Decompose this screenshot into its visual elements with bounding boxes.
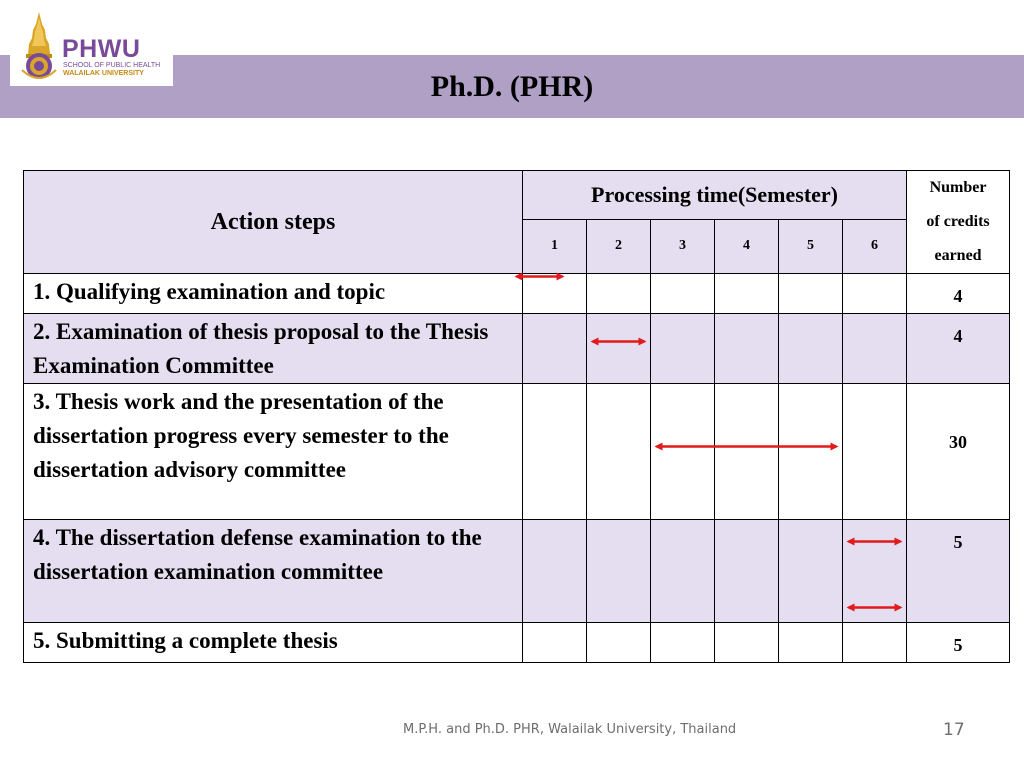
table-row xyxy=(24,314,1010,384)
table-row xyxy=(24,274,1010,314)
semester-cell xyxy=(651,384,715,520)
semester-header-5: 5 xyxy=(779,219,843,273)
semester-cell xyxy=(843,274,907,314)
semester-cell xyxy=(843,520,907,623)
semester-cell xyxy=(779,384,843,520)
semester-cell xyxy=(779,520,843,623)
semester-cell xyxy=(587,314,651,384)
semester-header-3: 3 xyxy=(651,219,715,273)
semester-cell xyxy=(523,520,587,623)
phwu-logo xyxy=(10,8,173,86)
header-credits xyxy=(907,171,1010,274)
university-emblem-icon xyxy=(16,10,62,84)
credit-value: 4 xyxy=(907,274,1010,314)
logo-wordmark: PHWU xyxy=(62,35,141,63)
credit-value: 5 xyxy=(907,623,1010,663)
semester-cell xyxy=(587,274,651,314)
semester-cell xyxy=(843,384,907,520)
semester-cell xyxy=(715,274,779,314)
step-label: 2. Examination of thesis proposal to the Thesis Examination Committee xyxy=(24,314,523,384)
semester-cell xyxy=(523,314,587,384)
schedule-table xyxy=(23,170,1010,663)
semester-cell xyxy=(715,384,779,520)
semester-cell xyxy=(715,520,779,623)
semester-cell xyxy=(587,520,651,623)
header-processing-time: Processing time(Semester) xyxy=(523,171,907,220)
credit-value: 4 xyxy=(907,314,1010,384)
table-row xyxy=(24,384,1010,520)
page-number: 17 xyxy=(943,720,965,740)
table-row xyxy=(24,520,1010,623)
header-credits-line: of credits xyxy=(926,213,990,230)
header-credits-line: Number xyxy=(929,179,987,196)
table-row xyxy=(24,623,1010,663)
step-label: 1. Qualifying examination and topic xyxy=(24,274,523,314)
semester-cell xyxy=(715,314,779,384)
semester-cell xyxy=(523,623,587,663)
credit-value: 30 xyxy=(907,384,1010,520)
header-action-steps: Action steps xyxy=(24,171,523,274)
semester-cell xyxy=(523,274,587,314)
step-label: 4. The dissertation defense examination to the dissertation examination committee xyxy=(24,520,523,623)
semester-cell xyxy=(651,520,715,623)
step-label: 3. Thesis work and the presentation of the dissertation progress every semester to the dissertation advisory committee xyxy=(24,384,523,520)
semester-cell xyxy=(651,623,715,663)
semester-cell xyxy=(779,314,843,384)
semester-cell xyxy=(779,274,843,314)
credit-value: 5 xyxy=(907,520,1010,623)
semester-cell xyxy=(651,274,715,314)
semester-cell xyxy=(715,623,779,663)
semester-header-4: 4 xyxy=(715,219,779,273)
logo-university: WALAILAK UNIVERSITY xyxy=(63,70,144,77)
semester-cell xyxy=(779,623,843,663)
semester-cell xyxy=(651,314,715,384)
semester-cell xyxy=(843,314,907,384)
semester-header-2: 2 xyxy=(587,219,651,273)
semester-header-1: 1 xyxy=(523,219,587,273)
schedule-table-wrapper xyxy=(23,170,1010,663)
semester-cell xyxy=(587,384,651,520)
step-label: 5. Submitting a complete thesis xyxy=(24,623,523,663)
semester-cell xyxy=(843,623,907,663)
semester-cell xyxy=(523,384,587,520)
footer-caption: M.P.H. and Ph.D. PHR, Walailak University, Thailand xyxy=(403,722,737,737)
slide-title: Ph.D. (PHR) xyxy=(430,70,594,103)
logo-subtitle: SCHOOL OF PUBLIC HEALTH xyxy=(63,62,161,69)
header-credits-line: earned xyxy=(934,247,982,264)
semester-cell xyxy=(587,623,651,663)
semester-header-6: 6 xyxy=(843,219,907,273)
